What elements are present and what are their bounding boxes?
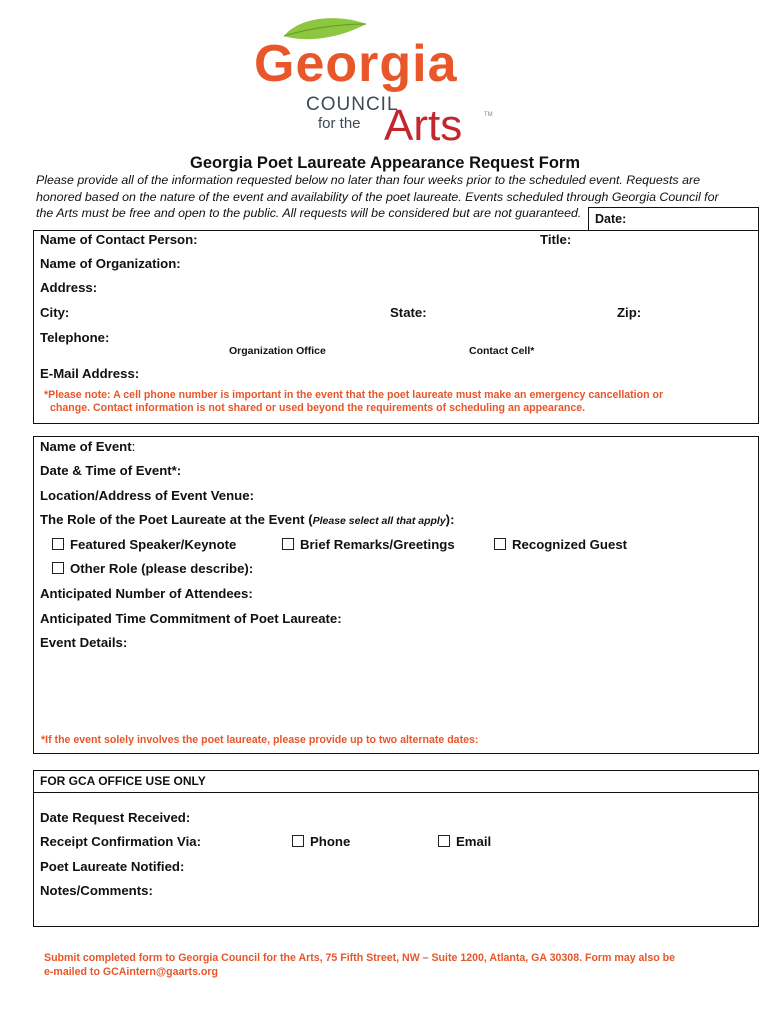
event-name-field[interactable]	[40, 439, 135, 454]
contact-cell-label[interactable]: Contact Cell*	[469, 345, 535, 357]
contact-title-field[interactable]: Title:	[540, 232, 572, 247]
state-field[interactable]: State:	[390, 305, 427, 320]
checkbox-icon	[52, 562, 64, 574]
time-commitment-field[interactable]: Anticipated Time Commitment of Poet Laureate:	[40, 611, 342, 626]
attendees-field[interactable]: Anticipated Number of Attendees:	[40, 586, 253, 601]
telephone-field[interactable]: Telephone:	[40, 330, 110, 345]
footer-prefix: e-mailed to	[44, 966, 103, 978]
office-header: FOR GCA OFFICE USE ONLY	[40, 774, 206, 788]
notes-field[interactable]: Notes/Comments:	[40, 883, 153, 898]
cell-phone-note	[44, 389, 663, 415]
logo	[240, 10, 500, 155]
other-role-checkbox[interactable]	[52, 561, 253, 576]
role-question	[40, 512, 454, 527]
date-received-field[interactable]: Date Request Received:	[40, 810, 191, 825]
role-prefix: The Role of the Poet Laureate at the Event (	[40, 512, 313, 527]
email-label: Email	[456, 834, 492, 849]
checkbox-icon	[52, 538, 64, 550]
logo-council: COUNCIL	[306, 94, 399, 115]
checkbox-icon	[282, 538, 294, 550]
logo-for-the: for the	[318, 115, 361, 132]
organization-field[interactable]: Name of Organization:	[40, 256, 181, 271]
note-line: change. Contact information is not shared or used beyond the requirements of scheduling an appearance.	[50, 402, 586, 414]
phone-label: Phone	[310, 834, 351, 849]
phone-checkbox[interactable]	[292, 834, 350, 849]
checkbox-icon	[292, 835, 304, 847]
alternate-dates-note: *If the event solely involves the poet laureate, please provide up to two alternate dates:	[41, 734, 479, 746]
footer-line-2	[44, 965, 675, 979]
org-office-phone-label[interactable]: Organization Office	[229, 345, 326, 357]
intro-line: the Arts must be free and open to the public. All requests will be considered but are not guaranteed.	[36, 206, 582, 220]
intro-line: honored based on the nature of the event and availability of the poet laureate. Events scheduled through Georgia Council for	[36, 189, 719, 204]
role-hint: Please select all that apply	[312, 515, 446, 527]
featured-speaker-checkbox[interactable]	[52, 537, 236, 552]
logo-georgia: Georgia	[254, 35, 458, 93]
submission-footer	[44, 951, 675, 979]
footer-line: Submit completed form to Georgia Council for the Arts, 75 Fifth Street, NW – Suite 1200, Atlanta, GA 30308. Form may also be	[44, 952, 676, 964]
brief-remarks-checkbox[interactable]	[282, 537, 455, 552]
brief-remarks-label: Brief Remarks/Greetings	[300, 537, 455, 552]
intro-line: Please provide all of the information requested below no later than four weeks prior to the scheduled event. Requests are	[36, 173, 700, 187]
note-line: *Please note: A cell phone number is important in the event that the poet laureate must make an emergency cancellation or	[44, 389, 664, 401]
email-checkbox[interactable]	[438, 834, 491, 849]
zip-field[interactable]: Zip:	[617, 305, 642, 320]
email-field[interactable]: E-Mail Address:	[40, 366, 140, 381]
laureate-notified-field[interactable]: Poet Laureate Notified:	[40, 859, 185, 874]
recognized-guest-checkbox[interactable]	[494, 537, 627, 552]
city-field[interactable]: City:	[40, 305, 70, 320]
featured-speaker-label: Featured Speaker/Keynote	[70, 537, 237, 552]
logo-arts: Arts	[384, 101, 463, 150]
office-header-divider	[33, 792, 759, 793]
event-name-label: Name of Event	[40, 439, 132, 454]
event-location-field[interactable]: Location/Address of Event Venue:	[40, 488, 254, 503]
recognized-guest-label: Recognized Guest	[512, 537, 628, 552]
page-title: Georgia Poet Laureate Appearance Request Form	[190, 154, 580, 172]
contact-name-field[interactable]: Name of Contact Person:	[40, 232, 198, 247]
address-field[interactable]: Address:	[40, 280, 98, 295]
logo-tm: TM	[484, 112, 493, 118]
date-label: Date:	[595, 212, 627, 226]
event-details-field[interactable]: Event Details:	[40, 635, 128, 650]
date-field[interactable]	[588, 207, 759, 231]
event-datetime-field[interactable]: Date & Time of Event*:	[40, 463, 182, 478]
event-name-colon: :	[131, 439, 136, 454]
receipt-confirmation-label: Receipt Confirmation Via:	[40, 834, 201, 849]
checkbox-icon	[438, 835, 450, 847]
other-role-label: Other Role (please describe):	[70, 561, 254, 576]
footer-email-link[interactable]: GCAintern@gaarts.org	[102, 966, 218, 978]
checkbox-icon	[494, 538, 506, 550]
role-suffix: ):	[445, 512, 455, 527]
